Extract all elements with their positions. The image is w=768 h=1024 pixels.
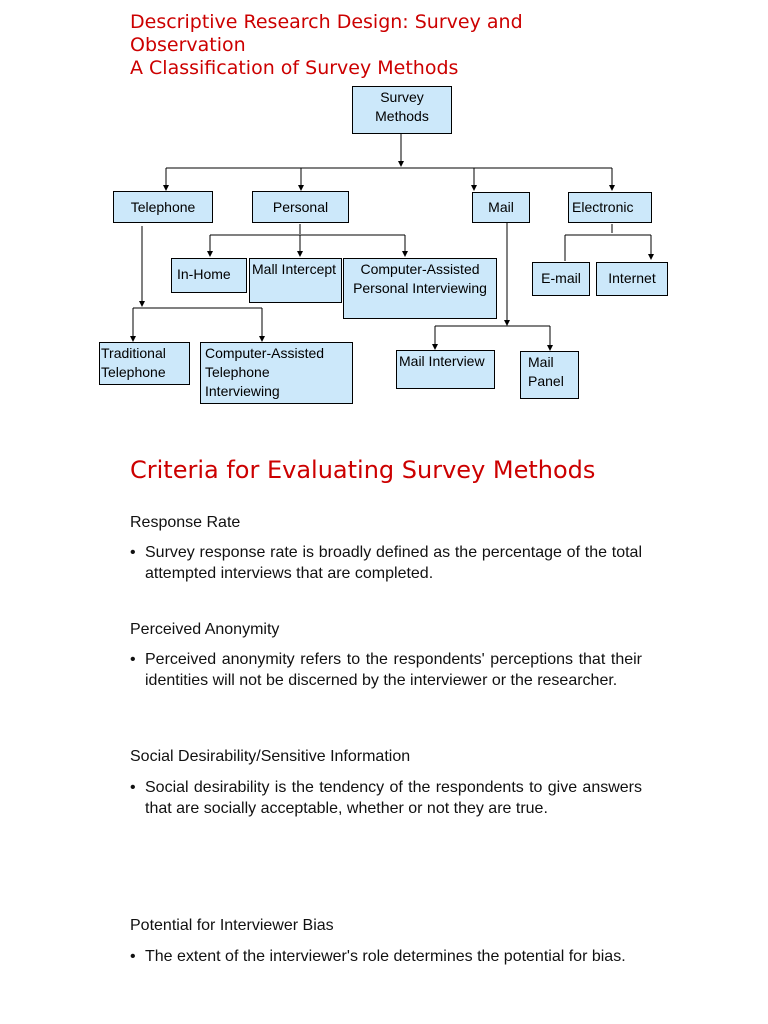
criterion-label-interviewer-bias: Potential for Interviewer Bias (130, 917, 334, 934)
bullet-icon: • (130, 948, 136, 965)
criterion-text-social-desirability: Social desirability is the tendency of the respondents to give answers that are socially acceptable, whether or not they are true. (145, 779, 642, 817)
criterion-bullet-response-rate (130, 542, 642, 584)
criteria-heading: Criteria for Evaluating Survey Methods (130, 456, 596, 484)
node-mall-intercept: Mall Intercept (249, 258, 342, 303)
node-cati-line-1: Computer-Assisted (205, 345, 325, 361)
criterion-text-perceived-anonymity: Perceived anonymity refers to the respondents' perceptions that their identities will not be discerned by the interviewer or the researcher. (145, 651, 642, 689)
node-computer-assisted-personal-interviewing (343, 258, 497, 319)
node-mail-panel (520, 351, 579, 399)
criterion-text-interviewer-bias: The extent of the interviewer's role determines the potential for bias. (145, 948, 626, 965)
criterion-bullet-social-desirability (130, 777, 642, 819)
bullet-icon: • (130, 544, 136, 561)
node-traditional-telephone-line-2: Telephone (101, 364, 166, 380)
node-mail: Mail (472, 192, 530, 223)
criterion-label-social-desirability: Social Desirability/Sensitive Information (130, 748, 411, 765)
node-personal: Personal (252, 191, 349, 223)
node-capi-line-1: Computer-Assisted (360, 261, 480, 277)
node-mail-panel-line-1: Mail (528, 354, 554, 370)
node-mail-interview: Mail Interview (396, 350, 495, 389)
bullet-icon: • (130, 779, 136, 796)
node-electronic: Electronic (568, 192, 652, 223)
node-computer-assisted-telephone-interviewing (200, 342, 353, 404)
criterion-label-perceived-anonymity: Perceived Anonymity (130, 621, 280, 638)
node-telephone: Telephone (113, 191, 213, 223)
slide-title-line-2: Observation (130, 34, 246, 56)
node-survey-methods-line-1: Survey (380, 89, 424, 105)
node-email: E-mail (532, 262, 590, 296)
bullet-icon: • (130, 651, 136, 668)
node-in-home: In-Home (171, 258, 247, 293)
criterion-text-response-rate: Survey response rate is broadly defined as the percentage of the total attempted interviews that are completed. (145, 544, 642, 582)
criterion-bullet-perceived-anonymity (130, 649, 642, 691)
node-cati-line-2: Telephone (205, 364, 270, 380)
criterion-label-response-rate: Response Rate (130, 514, 241, 531)
node-traditional-telephone (99, 342, 190, 385)
node-traditional-telephone-line-1: Traditional (101, 345, 166, 361)
node-capi-line-2: Personal Interviewing (353, 280, 487, 296)
node-internet: Internet (596, 262, 668, 296)
node-mail-panel-line-2: Panel (528, 373, 564, 389)
criterion-bullet-interviewer-bias (130, 946, 642, 967)
slide-subtitle: A Classification of Survey Methods (130, 57, 459, 79)
node-survey-methods (352, 86, 452, 134)
node-survey-methods-line-2: Methods (375, 108, 429, 124)
node-cati-line-3: Interviewing (205, 383, 280, 399)
slide-title-line-1: Descriptive Research Design: Survey and (130, 11, 523, 33)
